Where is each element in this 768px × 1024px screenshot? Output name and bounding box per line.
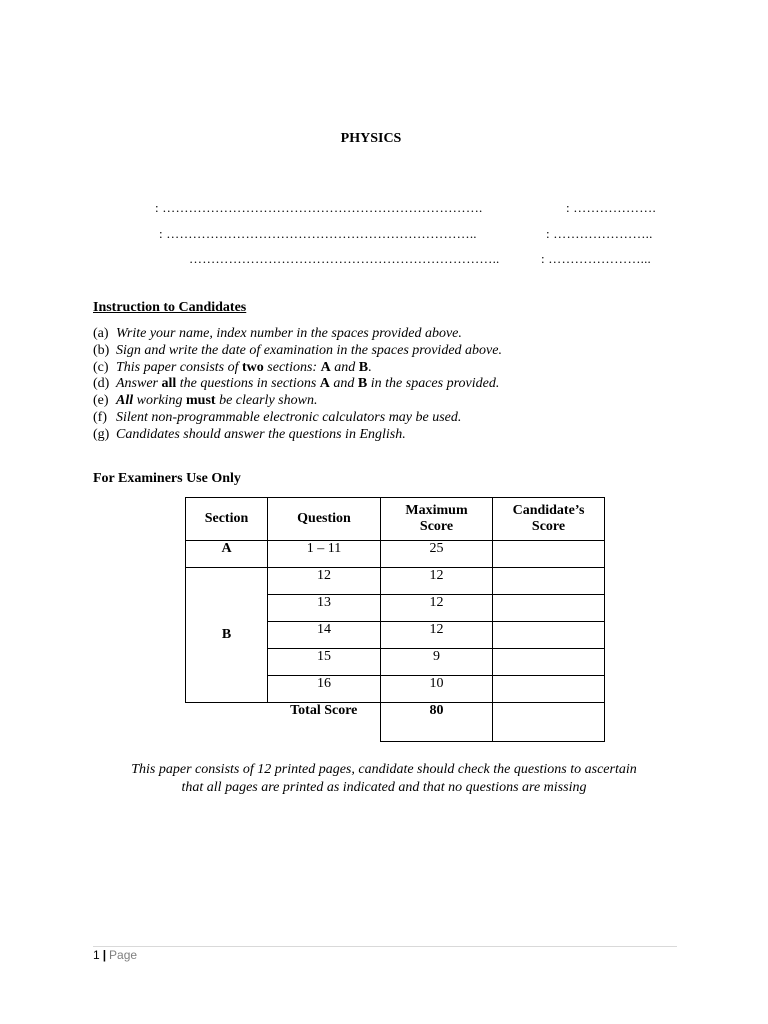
header-candidate-score: Candidate’s Score xyxy=(493,498,605,541)
question-cell: 15 xyxy=(268,649,381,676)
page-number: 1 xyxy=(93,948,100,962)
score-table xyxy=(185,497,605,742)
instruction-text: Sign and write the date of examination in the spaces provided above. xyxy=(116,342,502,358)
instruction-letter: (b) xyxy=(93,342,110,358)
total-spacer xyxy=(186,703,268,742)
name-field-line: : ………………………………………………………………. xyxy=(155,200,483,215)
header-question: Question xyxy=(268,498,381,541)
index-field-line: : ………………. xyxy=(566,200,656,215)
instruction-text: This paper consists of two sections: A and B. xyxy=(116,359,372,375)
instruction-item xyxy=(93,326,502,343)
candidate-score-cell[interactable] xyxy=(493,622,605,649)
table-header-row xyxy=(186,498,605,541)
total-score-label: Total Score xyxy=(268,703,381,742)
instruction-item xyxy=(93,410,502,427)
instruction-text: Candidates should answer the questions in English. xyxy=(116,426,406,442)
candidate-score-cell[interactable] xyxy=(493,676,605,703)
instruction-text: Answer all the questions in sections A and B in the spaces provided. xyxy=(116,376,500,392)
examiners-heading: For Examiners Use Only xyxy=(93,471,241,486)
instruction-letter: (c) xyxy=(93,359,109,375)
instruction-letter: (f) xyxy=(93,409,107,425)
instructions-heading: Instruction to Candidates xyxy=(93,300,247,315)
question-cell: 14 xyxy=(268,622,381,649)
class-field-line: …………………………………………………………….. xyxy=(189,251,500,266)
table-row xyxy=(186,568,605,595)
question-range-cell: 1 – 11 xyxy=(268,541,381,568)
max-score-cell: 12 xyxy=(381,595,493,622)
page-count-note xyxy=(0,761,768,797)
instructions-list xyxy=(93,326,502,444)
max-score-cell: 12 xyxy=(381,622,493,649)
page-separator: | xyxy=(102,948,107,962)
page-word: Page xyxy=(109,948,138,962)
instruction-text: All working must be clearly shown. xyxy=(116,393,318,409)
instruction-item xyxy=(93,393,502,410)
header-section: Section xyxy=(186,498,268,541)
candidate-score-cell[interactable] xyxy=(493,649,605,676)
instruction-text: Silent non-programmable electronic calculators may be used. xyxy=(116,409,462,425)
max-score-cell: 9 xyxy=(381,649,493,676)
instruction-letter: (d) xyxy=(93,376,110,392)
total-row xyxy=(186,703,605,742)
candidate-score-cell[interactable] xyxy=(493,595,605,622)
footer-rule xyxy=(93,946,677,947)
instruction-item xyxy=(93,376,502,393)
signature-field-line: : ………………….. xyxy=(546,226,653,241)
question-cell: 12 xyxy=(268,568,381,595)
instruction-item xyxy=(93,360,502,377)
header-maximum-score: Maximum Score xyxy=(381,498,493,541)
candidate-score-cell[interactable] xyxy=(493,541,605,568)
section-a-label: A xyxy=(186,541,268,568)
instruction-text: Write your name, index number in the spaces provided above. xyxy=(116,326,462,341)
instruction-letter: (a) xyxy=(93,326,109,341)
page-count-note-line1: This paper consists of 12 printed pages, candidate should check the questions to ascertain xyxy=(131,762,637,777)
instruction-item xyxy=(93,343,502,360)
instruction-letter: (e) xyxy=(93,393,109,409)
total-candidate-score[interactable] xyxy=(493,703,605,742)
max-score-cell: 10 xyxy=(381,676,493,703)
table-row xyxy=(186,541,605,568)
max-score-cell: 12 xyxy=(381,568,493,595)
candidate-score-cell[interactable] xyxy=(493,568,605,595)
question-cell: 13 xyxy=(268,595,381,622)
instruction-item xyxy=(93,427,502,444)
date-field-line: : …………………... xyxy=(541,251,652,266)
instruction-letter: (g) xyxy=(93,426,110,442)
section-b-label: B xyxy=(186,568,268,703)
paper-title: PHYSICS xyxy=(340,131,402,146)
page-count-note-line2: that all pages are printed as indicated and that no questions are missing xyxy=(181,780,587,795)
max-score-cell: 25 xyxy=(381,541,493,568)
question-cell: 16 xyxy=(268,676,381,703)
total-max-score: 80 xyxy=(381,703,493,742)
school-field-line: : …………………………………………………………….. xyxy=(159,226,477,241)
page-footer xyxy=(93,948,137,962)
